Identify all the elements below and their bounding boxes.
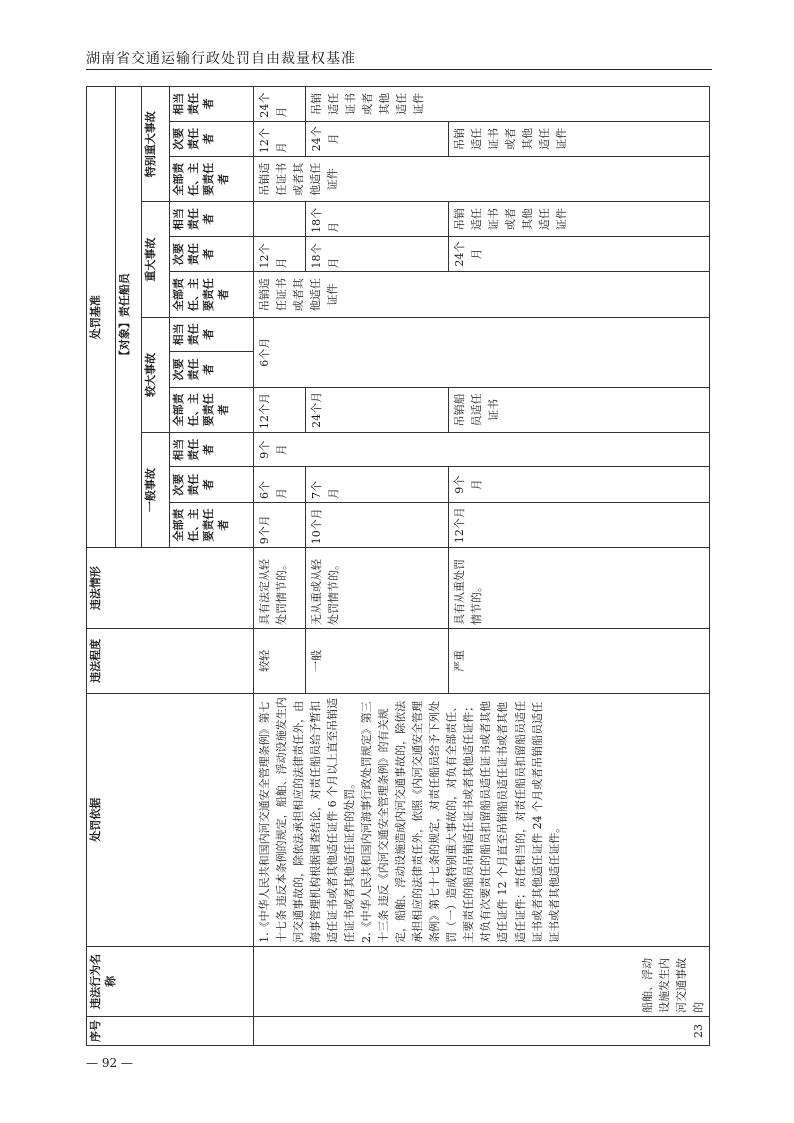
- major-secondary-severe: 24个月: [448, 236, 709, 272]
- header-violation-name: 违法行为名称: [87, 946, 254, 1016]
- header-basis: 处罚依据: [87, 693, 254, 946]
- degree-light: 较轻: [253, 629, 305, 694]
- header-especially-full: 全部责任、主要责任者: [170, 157, 254, 202]
- larger-secondary-equal-merged: 6个月: [253, 317, 709, 387]
- header-general-accident: 一般事故: [141, 432, 170, 547]
- header-target: 【对象】责任船员: [115, 87, 141, 548]
- larger-full-normal: 24个月: [305, 387, 448, 432]
- larger-full-severe: 吊销船员适任证书: [448, 387, 709, 432]
- general-secondary-light: 6个月: [253, 467, 305, 503]
- header-divider: [86, 69, 712, 70]
- header-larger-secondary: 次要责任者: [170, 352, 254, 388]
- row-violation-name: 船舶、浮动设施发生内河交通事故的: [253, 946, 709, 1016]
- header-larger-full: 全部责任、主要责任者: [170, 387, 254, 432]
- header-major-accident: 重大事故: [141, 202, 170, 317]
- major-full-merged: 吊销适任证书或者其他适任证件: [253, 272, 709, 317]
- header-especially-secondary: 次要责任者: [170, 121, 254, 157]
- situation-severe: 具有从重处罚情节的。: [448, 548, 709, 629]
- general-equal-merged: 9个月: [253, 432, 709, 466]
- row-basis: [253, 693, 709, 946]
- row-seq: 23: [253, 1016, 709, 1045]
- header-larger-equal: 相当责任者: [170, 317, 254, 351]
- degree-severe: 严重: [448, 629, 709, 694]
- situation-light: 具有法定从轻处罚情节的。: [253, 548, 305, 629]
- especially-secondary-light: 12个月: [253, 121, 305, 157]
- general-secondary-normal: 7个月: [305, 467, 448, 503]
- page-number: — 92 —: [86, 1056, 133, 1070]
- header-general-full: 全部责任、主要责任者: [170, 502, 254, 547]
- especially-full-merged: 吊销适任证书或者其他适任证件: [253, 157, 709, 202]
- header-general-secondary: 次要责任者: [170, 467, 254, 503]
- major-equal-normal: 18个月: [305, 202, 448, 236]
- especially-equal-merged: 吊销适任证书或者其他适任证件: [305, 87, 709, 122]
- header-major-secondary: 次要责任者: [170, 236, 254, 272]
- header-general-equal: 相当责任者: [170, 432, 254, 466]
- major-equal-severe: 吊销适任证书或者其他适任证件: [448, 202, 709, 236]
- basis-item-2: 2.《中华人民共和国内河海事行政处罚规定》第三十三条 违反《内河交通安全管理条例》的有关规定，船舶、浮动设施造成内河交通事故的，除依法承担相应的法律责任外，依照《内河交通安全管理条例》第七十七条的规定，对责任船员给予下列处罚（一）造成特别重大事故的，对负有全部责任、主要责任的船员吊销适任证书或者其他适任证件；对负有次要责任的船员扣留船员适任证书或者其他适任证件 12 个月直至吊销船员适任证书或者其他适任证件；责任相当的，对责任船员扣留船员适任证书或者其他适任证件 24 个月或者吊销船员适任证书或者其他适任证件。: [360, 700, 561, 943]
- general-full-light: 9个月: [253, 502, 305, 547]
- page-header-title: 湖南省交通运输行政处罚自由裁量权基准: [86, 51, 356, 67]
- especially-equal-light: 24个月: [253, 87, 305, 122]
- header-situation: 违法情形: [87, 548, 254, 629]
- general-secondary-severe: 9个月: [448, 467, 709, 503]
- header-especially-equal: 相当责任者: [170, 87, 254, 122]
- major-equal-light: [253, 202, 305, 236]
- header-seq: 序号: [87, 1016, 254, 1045]
- header-major-equal: 相当责任者: [170, 202, 254, 236]
- general-full-severe: 12个月: [448, 502, 709, 547]
- header-major-full: 全部责任、主要责任者: [170, 272, 254, 317]
- rotated-table-frame: [86, 86, 710, 1046]
- major-secondary-light: 12个月: [253, 236, 305, 272]
- header-larger-accident: 较大事故: [141, 317, 170, 432]
- especially-secondary-normal: 24个月: [305, 121, 448, 157]
- situation-normal: 无从重或从轻处罚情节的。: [305, 548, 448, 629]
- basis-item-1: 1.《中华人民共和国内河交通安全管理条例》第七十七条 违反本条例的规定，船舶、浮动设施发生内河交通事故的，除依法承担相应的法律责任外，由海事管理机构根据调查结论，对责任船员给予暂扣适任证书或者其他适任证件 6 个月以上直至吊销适任证书或者其他适任证件的处罚。: [257, 697, 357, 943]
- especially-secondary-severe: 吊销适任证书或者其他适任证件: [448, 121, 709, 157]
- degree-normal: 一般: [305, 629, 448, 694]
- header-standard: 处罚基准: [87, 87, 116, 548]
- general-full-normal: 10个月: [305, 502, 448, 547]
- header-degree: 违法程度: [87, 629, 254, 694]
- penalty-standard-table: [86, 86, 710, 1046]
- rotated-table: [86, 86, 710, 1046]
- header-especially-major-accident: 特别重大事故: [141, 87, 170, 202]
- larger-full-light: 12个月: [253, 387, 305, 432]
- major-secondary-normal: 18个月: [305, 236, 448, 272]
